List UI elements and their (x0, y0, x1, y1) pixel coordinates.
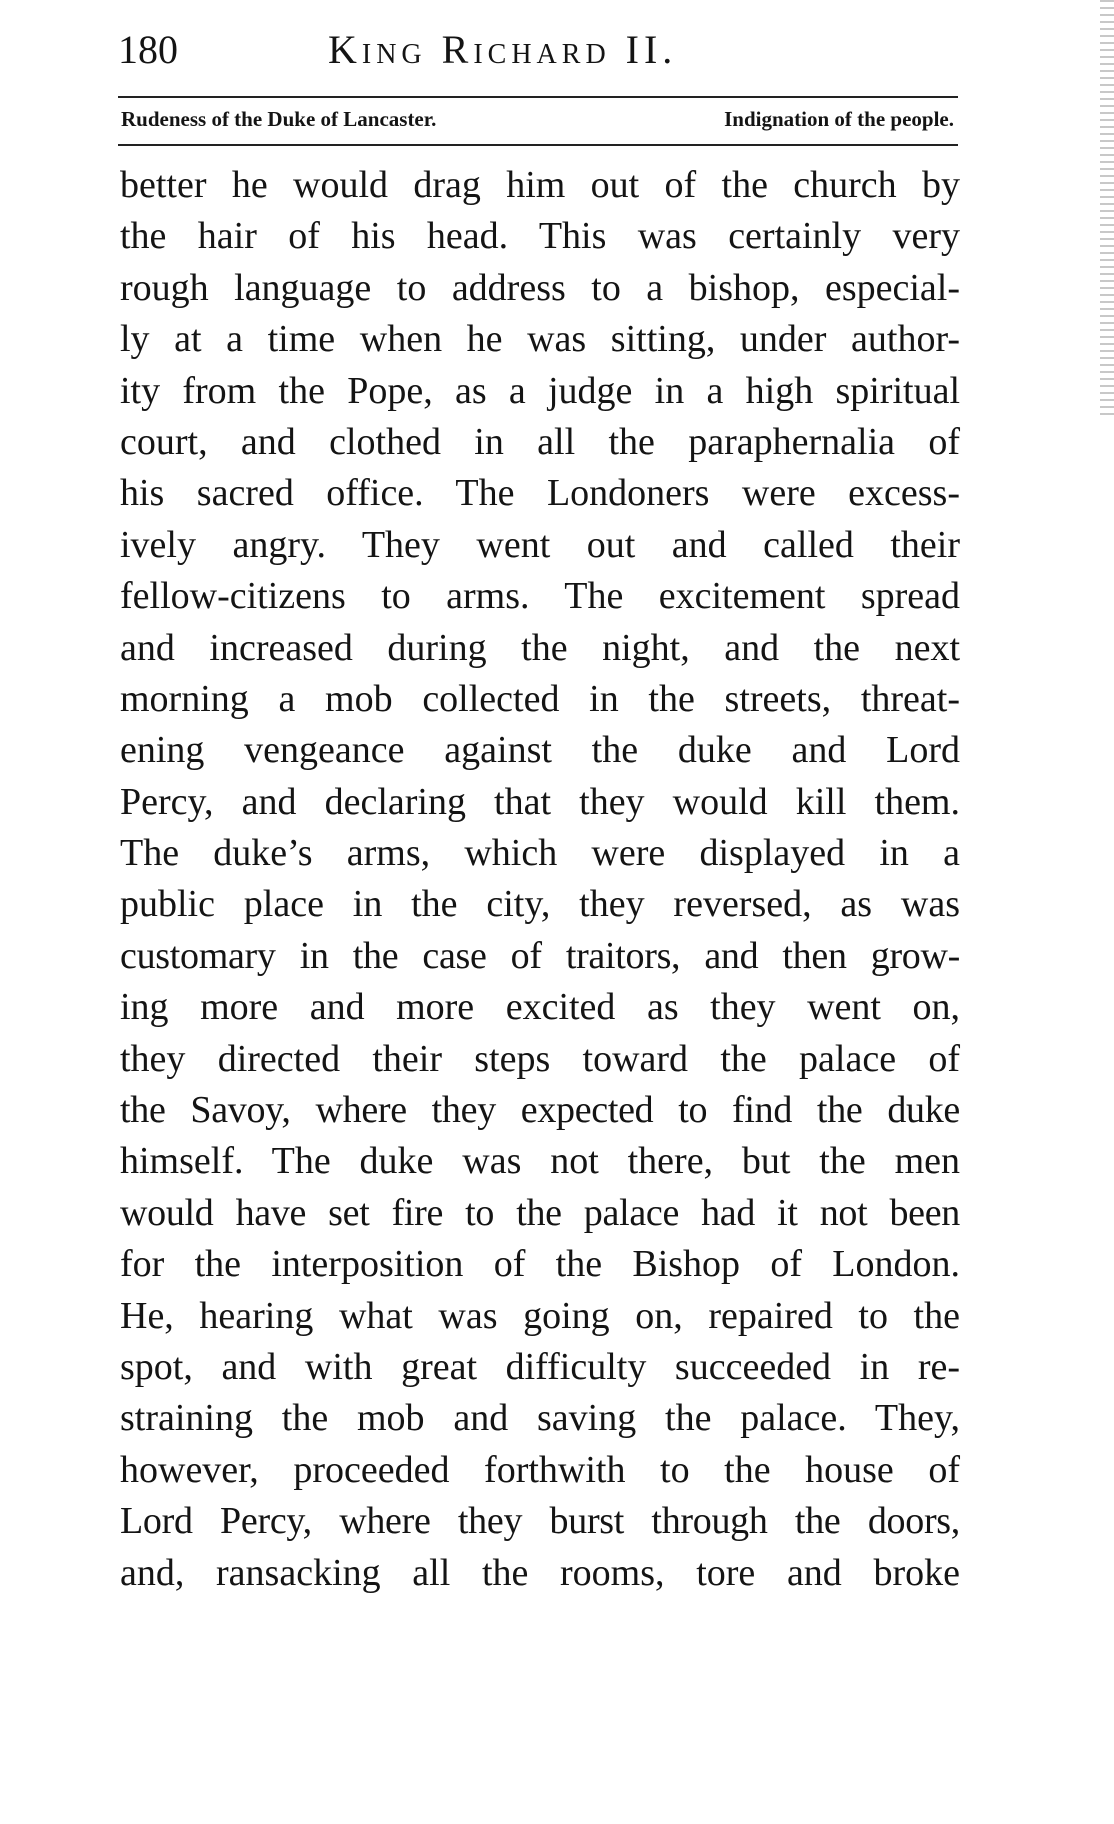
text-line: himself. The duke was not there, but the men (120, 1140, 960, 1183)
text-line: better he would drag him out of the church by (120, 164, 960, 206)
text-line: for the interposition of the Bishop of London. (120, 1243, 960, 1286)
text-line: ly at a time when he was sitting, under author- (120, 318, 960, 361)
side-note-right: Indignation of the people. (724, 107, 954, 131)
text-line: the hair of his head. This was certainly very (120, 215, 960, 258)
text-line: however, proceeded forthwith to the house of (120, 1448, 960, 1491)
text-line: the Savoy, where they expected to find the duke (120, 1089, 960, 1132)
scan-edge-marks (1100, 0, 1114, 420)
text-line: Lord Percy, where they burst through the doors, (120, 1500, 960, 1543)
body-text (120, 160, 960, 1599)
text-line: would have set fire to the palace had it not been (120, 1191, 960, 1234)
header-rule (118, 96, 958, 98)
text-line: his sacred office. The Londoners were excess- (120, 472, 960, 515)
text-line: court, and clothed in all the paraphernalia of (120, 420, 960, 463)
text-line: ening vengeance against the duke and Lord (120, 729, 960, 772)
text-line: public place in the city, they reversed, as was (120, 883, 960, 926)
text-line: Percy, and declaring that they would kill them. (120, 780, 960, 823)
side-notes (118, 106, 958, 132)
side-notes-rule (118, 144, 958, 146)
text-line: spot, and with great difficulty succeeded in re- (120, 1345, 960, 1388)
text-line: straining the mob and saving the palace. They, (120, 1397, 960, 1440)
running-title: King Richard II. (328, 27, 678, 72)
text-line: morning a mob collected in the streets, threat- (120, 677, 960, 720)
text-line: ing more and more excited as they went on, (120, 986, 960, 1029)
text-line: they directed their steps toward the palace of (120, 1037, 960, 1080)
text-line: customary in the case of traitors, and then grow- (120, 934, 960, 977)
text-line: fellow-citizens to arms. The excitement spread (120, 575, 960, 618)
text-line: ity from the Pope, as a judge in a high spiritual (120, 369, 960, 412)
text-line: and, ransacking all the rooms, tore and broke (120, 1551, 960, 1594)
text-line: and increased during the night, and the next (120, 626, 960, 669)
page-header (118, 28, 958, 70)
text-line: rough language to address to a bishop, especial- (120, 266, 960, 309)
side-note-left: Rudeness of the Duke of Lancaster. (121, 107, 437, 131)
text-line: The duke’s arms, which were displayed in a (120, 832, 960, 875)
text-line: ively angry. They went out and called their (120, 523, 960, 566)
text-line: He, hearing what was going on, repaired to the (120, 1294, 960, 1337)
page-number: 180 (118, 27, 178, 72)
